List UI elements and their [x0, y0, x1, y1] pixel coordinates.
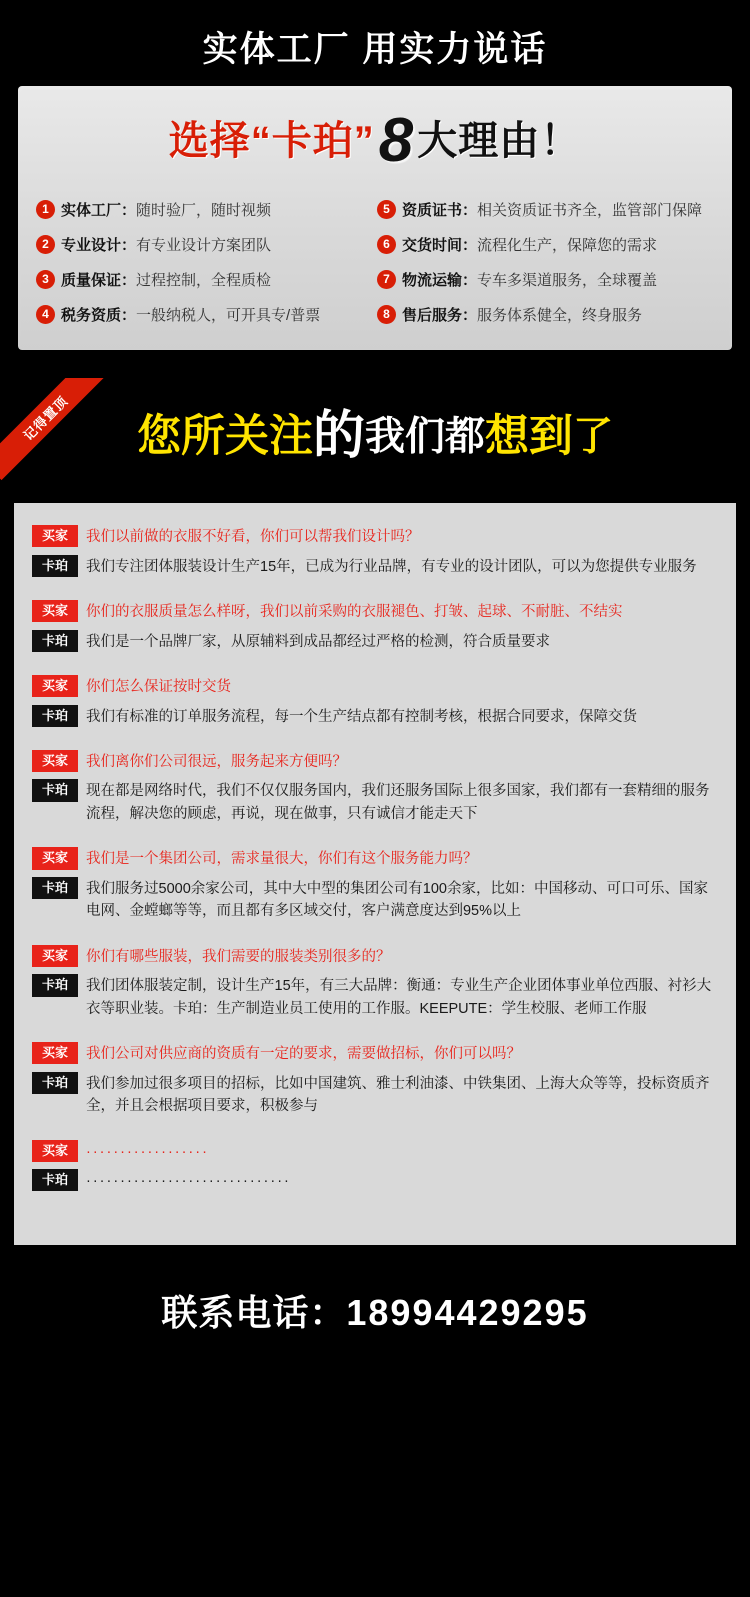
- brand-tag: 卡珀: [32, 974, 78, 996]
- qa-question-text: ··················: [86, 1143, 209, 1160]
- qa-question-line: [32, 525, 718, 548]
- qa-headline: [0, 372, 750, 491]
- qa-section: [0, 372, 750, 1251]
- reason-number-badge: 5: [377, 200, 396, 219]
- qa-item: [32, 675, 718, 728]
- qa-list: [14, 503, 736, 1244]
- reason-number-badge: 4: [36, 305, 55, 324]
- reason-separator: ：: [462, 237, 478, 254]
- brand-tag: 卡珀: [32, 779, 78, 801]
- reason-number-badge: 6: [377, 235, 396, 254]
- buyer-tag: 买家: [32, 525, 78, 547]
- reason-separator: ：: [121, 272, 137, 289]
- contact-phone-number: 18994429295: [346, 1291, 589, 1333]
- brand-tag: 卡珀: [32, 630, 78, 652]
- reason-separator: ：: [121, 237, 137, 254]
- buyer-tag: 买家: [32, 675, 78, 697]
- qa-item: [32, 945, 718, 1020]
- brand-tag: 卡珀: [32, 705, 78, 727]
- contact-phone-bar: [0, 1251, 750, 1370]
- qa-answer-line: [32, 779, 718, 825]
- qa-item: [32, 750, 718, 825]
- qa-answer-text: 我们服务过5000余家公司，其中大中型的集团公司有100余家，比如：中国移动、可口可乐、国家电网、金螳螂等等，而且都有多区域交付，客户满意度达到95%以上: [86, 880, 708, 920]
- reason-title: 质量保证: [61, 272, 122, 289]
- qa-question-text: 我们公司对供应商的资质有一定的要求，需要做招标，你们可以吗？: [86, 1046, 521, 1063]
- qa-item: [32, 1140, 718, 1193]
- contact-phone-label: 联系电话：: [161, 1291, 347, 1333]
- brand-tag: 卡珀: [32, 1072, 78, 1094]
- qa-answer-text: 我们是一个品牌厂家，从原辅料到成品都经过严格的检测，符合质量要求: [86, 633, 550, 650]
- reason-title: 资质证书: [402, 202, 463, 219]
- qa-question-text: 你们怎么保证按时交货: [86, 679, 231, 696]
- qa-question-text: 我们是一个集团公司，需求量很大，你们有这个服务能力吗？: [86, 851, 478, 868]
- qa-answer-line: [32, 1072, 718, 1118]
- reason-desc: 过程控制，全程质检: [136, 272, 272, 289]
- qa-question-text: 你们有哪些服装，我们需要的服装类别很多的？: [86, 948, 391, 965]
- corner-ribbon-label: 记得置顶: [0, 378, 108, 480]
- qa-answer-line: [32, 555, 718, 578]
- qa-answer-line: [32, 974, 718, 1020]
- qa-question-text: 我们以前做的衣服不好看，你们可以帮我们设计吗？: [86, 529, 420, 546]
- brand-tag: 卡珀: [32, 1169, 78, 1191]
- qa-answer-text: ······························: [86, 1173, 291, 1190]
- buyer-tag: 买家: [32, 1140, 78, 1162]
- buyer-tag: 买家: [32, 600, 78, 622]
- reason-number-badge: 7: [377, 270, 396, 289]
- qa-answer-text: 我们有标准的订单服务流程，每一个生产结点都有控制考核，根据合同要求，保障交货: [86, 708, 637, 725]
- reason-separator: ：: [121, 307, 137, 324]
- reason-desc: 一般纳税人，可开具专/普票: [136, 307, 321, 324]
- qa-answer-text: 现在都是网络时代，我们不仅仅服务国内，我们还服务国际上很多国家，我们都有一套精细的服务流程，解决您的顾虑，再说，现在做事，只有诚信才能走天下: [86, 783, 710, 822]
- qa-answer-line: [32, 630, 718, 653]
- qa-question-text: 你们的衣服质量怎么样呀，我们以前采购的衣服褪色、打皱、起球、不耐脏、不结实: [86, 604, 623, 621]
- reason-item: [34, 297, 375, 332]
- qa-question-line: [32, 600, 718, 623]
- qa-item: [32, 1042, 718, 1117]
- reason-desc: 服务体系健全，终身服务: [477, 307, 643, 324]
- qa-answer-text: 我们团体服装定制，设计生产15年，有三大品牌：衡通：专业生产企业团体事业单位西服、衬衫大衣等职业装。卡珀：生产制造业员工使用的工作服。KEEPUTE：学生校服、老师工作服: [86, 978, 712, 1017]
- qa-answer-text: 我们参加过很多项目的招标，比如中国建筑、雅士利油漆、中铁集团、上海大众等等，投标资质齐全，并且会根据项目要求，积极参与: [86, 1075, 710, 1115]
- reason-desc: 有专业设计方案团队: [136, 237, 272, 254]
- qa-question-line: [32, 1042, 718, 1065]
- reason-title: 物流运输: [402, 272, 463, 289]
- brand-tag: 卡珀: [32, 877, 78, 899]
- reason-desc: 流程化生产，保障您的需求: [477, 237, 658, 254]
- reason-desc: 相关资质证书齐全，监管部门保障: [477, 202, 703, 219]
- reason-title: 售后服务: [402, 307, 463, 324]
- reason-desc: 随时验厂，随时视频: [136, 202, 272, 219]
- reason-item: [34, 192, 375, 227]
- reason-separator: ：: [121, 202, 137, 219]
- qa-question-line: [32, 675, 718, 698]
- qa-headline-part2: 的: [312, 407, 365, 465]
- reason-number-badge: 8: [377, 305, 396, 324]
- qa-question-line: [32, 1140, 718, 1163]
- reason-item: [34, 227, 375, 262]
- qa-headline-part3: 我们都: [365, 414, 485, 459]
- reasons-title: [34, 104, 716, 192]
- qa-question-line: [32, 945, 718, 968]
- factory-headline: 实体工厂 用实力说话: [202, 30, 548, 69]
- brand-tag: 卡珀: [32, 555, 78, 577]
- qa-question-line: [32, 847, 718, 870]
- buyer-tag: 买家: [32, 1042, 78, 1064]
- qa-answer-line: [32, 1169, 718, 1192]
- reason-number-badge: 3: [36, 270, 55, 289]
- qa-answer-text: 我们专注团体服装设计生产15年，已成为行业品牌，有专业的设计团队，可以为您提供专业服务: [86, 558, 697, 575]
- buyer-tag: 买家: [32, 847, 78, 869]
- reason-item: [375, 192, 716, 227]
- reason-title: 税务资质: [61, 307, 122, 324]
- buyer-tag: 买家: [32, 945, 78, 967]
- reason-item: [375, 227, 716, 262]
- reason-desc: 专车多渠道服务，全球覆盖: [477, 272, 658, 289]
- qa-item: [32, 600, 718, 653]
- reason-separator: ：: [462, 202, 478, 219]
- qa-item: [32, 847, 718, 922]
- qa-item: [32, 525, 718, 578]
- reason-number-badge: 1: [36, 200, 55, 219]
- qa-question-line: [32, 750, 718, 773]
- reasons-grid: [34, 192, 716, 332]
- qa-answer-line: [32, 877, 718, 923]
- qa-headline-part4: 想到: [485, 411, 573, 461]
- reason-item: [375, 297, 716, 332]
- reason-item: [34, 262, 375, 297]
- reason-separator: ：: [462, 307, 478, 324]
- qa-headline-part1: 您所关注: [136, 411, 313, 461]
- reason-number-badge: 2: [36, 235, 55, 254]
- reasons-title-number: 8: [378, 106, 414, 175]
- qa-headline-part5: 了: [573, 414, 613, 459]
- reason-title: 交货时间: [402, 237, 463, 254]
- factory-banner-section: [0, 0, 750, 372]
- reason-separator: ：: [462, 272, 478, 289]
- reasons-card: [18, 86, 732, 350]
- reasons-title-black: 大理由！: [417, 119, 582, 163]
- qa-question-text: 我们离你们公司很远，服务起来方便吗？: [86, 754, 347, 770]
- reasons-title-red: 选择“卡珀”: [168, 119, 375, 163]
- reason-title: 专业设计: [61, 237, 122, 254]
- qa-answer-line: [32, 705, 718, 728]
- reason-title: 实体工厂: [61, 202, 122, 219]
- reason-item: [375, 262, 716, 297]
- buyer-tag: 买家: [32, 750, 78, 772]
